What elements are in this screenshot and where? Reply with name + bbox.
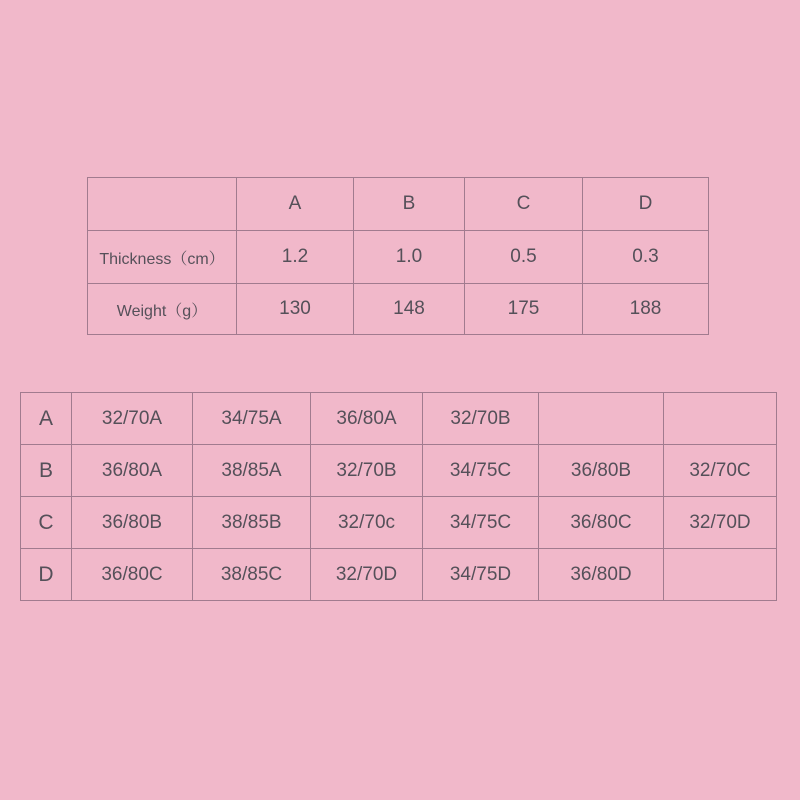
size-cell: 32/70D <box>311 549 423 601</box>
weight-b: 148 <box>354 284 465 335</box>
size-cell: 36/80C <box>539 497 664 549</box>
size-cell <box>539 393 664 445</box>
spec-header-corner <box>88 178 237 231</box>
spec-header-row <box>88 178 709 231</box>
spec-header-a: A <box>237 178 354 231</box>
size-row-key: B <box>21 445 72 497</box>
spec-header-c: C <box>465 178 583 231</box>
size-row-b <box>21 445 777 497</box>
size-row-d <box>21 549 777 601</box>
weight-label: Weight（g） <box>88 284 237 335</box>
size-cell: 32/70D <box>664 497 777 549</box>
size-cell: 32/70B <box>423 393 539 445</box>
size-cell: 32/70A <box>72 393 193 445</box>
size-cell: 34/75C <box>423 445 539 497</box>
thickness-b: 1.0 <box>354 231 465 284</box>
size-cell: 34/75A <box>193 393 311 445</box>
size-cell: 36/80A <box>311 393 423 445</box>
spec-header-b: B <box>354 178 465 231</box>
weight-d: 188 <box>583 284 709 335</box>
size-cell: 38/85B <box>193 497 311 549</box>
size-cell: 34/75D <box>423 549 539 601</box>
size-cell: 32/70B <box>311 445 423 497</box>
size-row-c <box>21 497 777 549</box>
size-cell: 36/80C <box>72 549 193 601</box>
weight-row <box>88 284 709 335</box>
size-cell: 32/70C <box>664 445 777 497</box>
thickness-row <box>88 231 709 284</box>
thickness-label: Thickness（cm） <box>88 231 237 284</box>
size-cell: 32/70c <box>311 497 423 549</box>
weight-c: 175 <box>465 284 583 335</box>
thickness-a: 1.2 <box>237 231 354 284</box>
size-cell: 36/80A <box>72 445 193 497</box>
size-cell: 38/85A <box>193 445 311 497</box>
size-row-key: C <box>21 497 72 549</box>
size-table <box>20 392 777 601</box>
size-row-key: A <box>21 393 72 445</box>
spec-header-d: D <box>583 178 709 231</box>
thickness-d: 0.3 <box>583 231 709 284</box>
size-cell <box>664 549 777 601</box>
size-row-a <box>21 393 777 445</box>
weight-a: 130 <box>237 284 354 335</box>
size-cell: 38/85C <box>193 549 311 601</box>
size-cell: 36/80B <box>72 497 193 549</box>
size-cell: 36/80D <box>539 549 664 601</box>
size-row-key: D <box>21 549 72 601</box>
spec-table <box>87 177 709 335</box>
size-cell: 34/75C <box>423 497 539 549</box>
size-cell: 36/80B <box>539 445 664 497</box>
thickness-c: 0.5 <box>465 231 583 284</box>
size-cell <box>664 393 777 445</box>
